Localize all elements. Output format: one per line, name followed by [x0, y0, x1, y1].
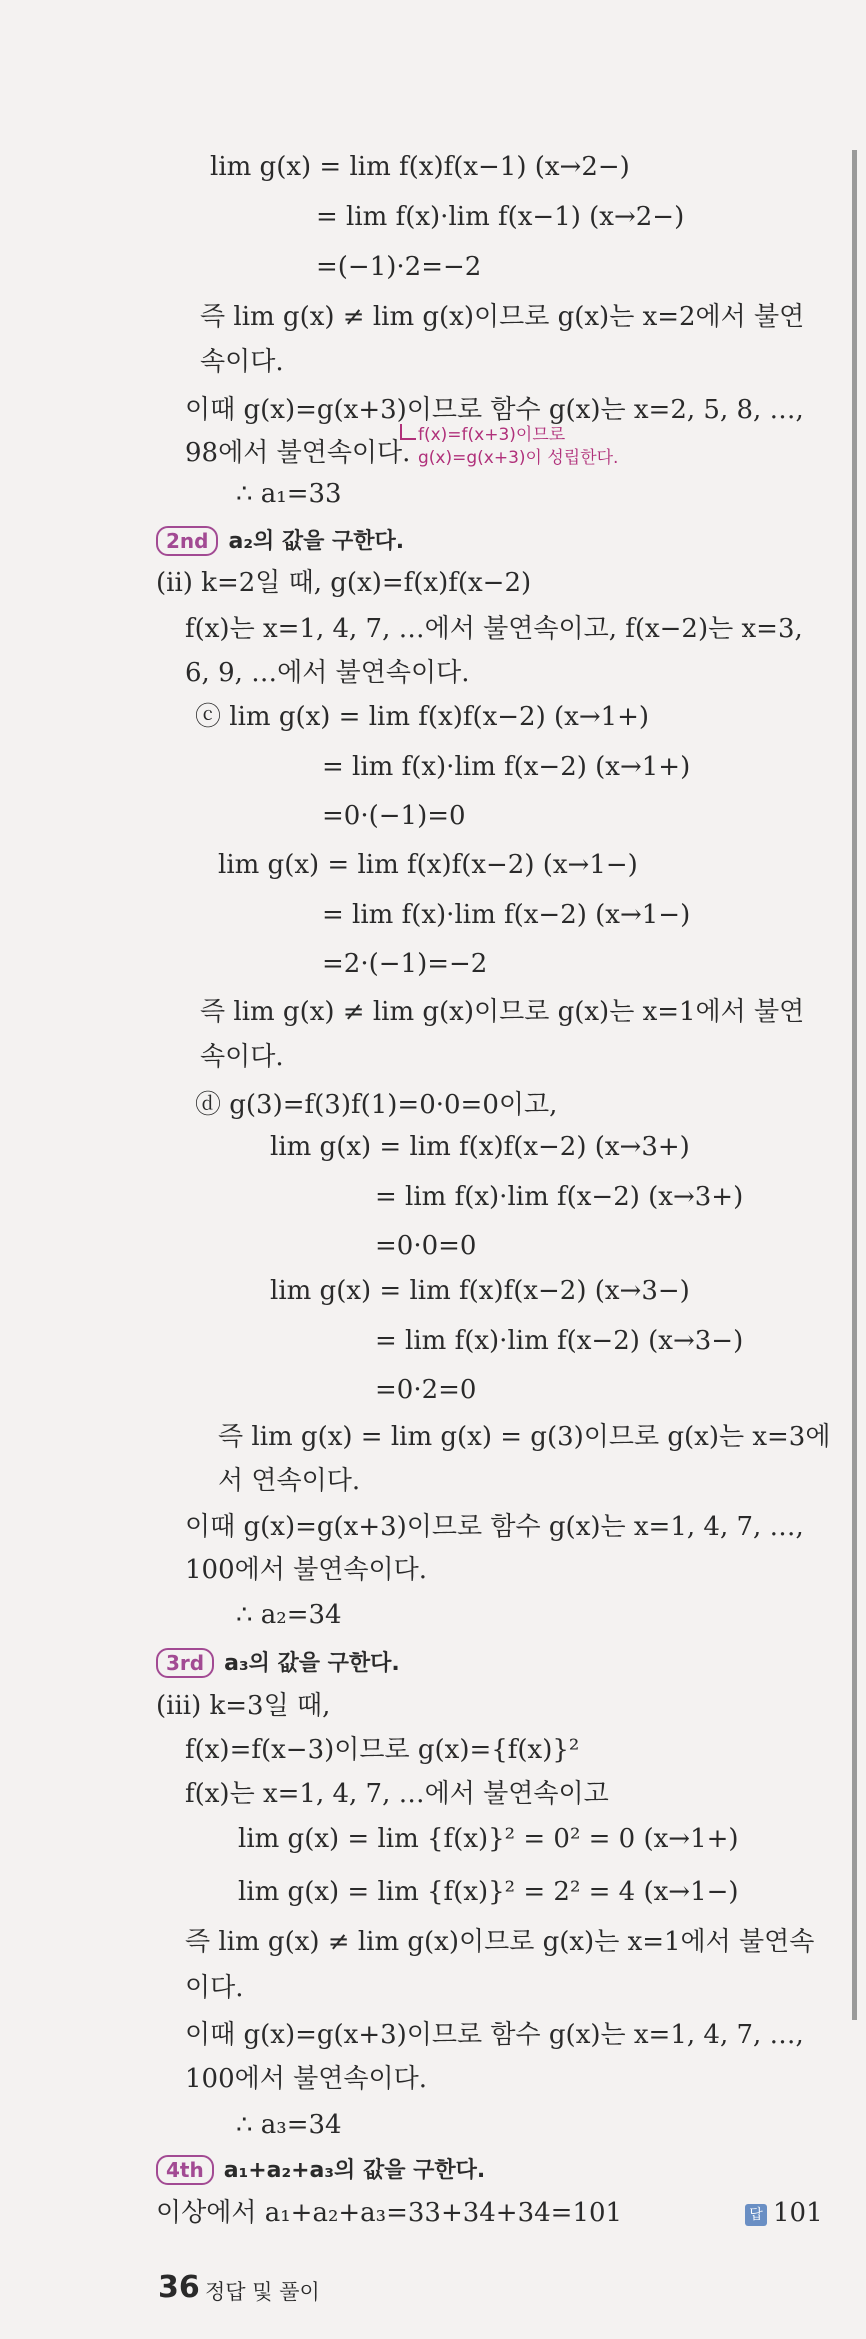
eq-line: ⓓ g(3)=f(3)f(1)=0·0=0이고, — [195, 1090, 558, 1120]
result-line: ∴ a₁=33 — [236, 479, 342, 509]
eq-line: = lim f(x)·lim f(x−2) (x→1−) — [322, 900, 691, 930]
result-line: ∴ a₂=34 — [236, 1600, 342, 1630]
text-line: 98에서 불연속이다. — [185, 438, 411, 468]
eq-line: = lim f(x)·lim f(x−2) (x→1+) — [322, 752, 691, 782]
eq-line: =0·2=0 — [375, 1375, 477, 1405]
eq-line: =0·0=0 — [375, 1231, 477, 1261]
text-line: f(x)=f(x−3)이므로 g(x)={f(x)}² — [185, 1735, 580, 1765]
eq-line: =0·(−1)=0 — [322, 801, 466, 831]
step-badge: 4th — [156, 2155, 214, 2185]
text-line: f(x)는 x=1, 4, 7, …에서 불연속이고, f(x−2)는 x=3, — [185, 614, 803, 644]
step-title: a₂의 값을 구한다. — [228, 529, 405, 554]
text-line: 서 연속이다. — [218, 1466, 361, 1496]
eq-line: =(−1)·2=−2 — [316, 252, 482, 282]
text-line: 즉 lim g(x) ≠ lim g(x)이므로 g(x)는 x=1에서 불연속 — [185, 1927, 815, 1957]
eq-line: lim g(x) = lim {f(x)}² = 0² = 0 (x→1+) — [238, 1824, 739, 1854]
eq-line: lim g(x) = lim {f(x)}² = 2² = 4 (x→1−) — [238, 1877, 739, 1907]
answer-icon: 답 — [745, 2204, 767, 2226]
case-line: (iii) k=3일 때, — [156, 1691, 331, 1721]
margin-rule — [852, 150, 857, 2020]
step-title: a₃의 값을 구한다. — [224, 1651, 400, 1676]
text-line: 이다. — [185, 1973, 244, 2003]
page-section-title: 정답 및 풀이 — [205, 2280, 320, 2304]
text-line: 100에서 불연속이다. — [185, 2064, 427, 2094]
note-bracket — [400, 424, 416, 440]
eq-line: lim g(x) = lim f(x)f(x−2) (x→3+) — [270, 1132, 690, 1162]
case-line: (ii) k=2일 때, g(x)=f(x)f(x−2) — [156, 568, 532, 598]
text-line: 100에서 불연속이다. — [185, 1555, 427, 1585]
step-title: a₁+a₂+a₃의 값을 구한다. — [223, 2158, 486, 2183]
eq-line: lim g(x) = lim f(x)f(x−2) (x→3−) — [270, 1276, 690, 1306]
side-note: g(x)=g(x+3)이 성립한다. — [418, 448, 619, 468]
eq-line: =2·(−1)=−2 — [322, 949, 488, 979]
result-line: ∴ a₃=34 — [236, 2110, 342, 2140]
text-line: 속이다. — [200, 347, 284, 377]
text-line: 즉 lim g(x) ≠ lim g(x)이므로 g(x)는 x=1에서 불연 — [200, 997, 805, 1027]
step-header — [156, 2152, 485, 2188]
text-line: 즉 lim g(x) ≠ lim g(x)이므로 g(x)는 x=2에서 불연 — [200, 302, 805, 332]
eq-line: = lim f(x)·lim f(x−1) (x→2−) — [316, 202, 685, 232]
eq-line: lim g(x) = lim f(x)f(x−2) (x→1−) — [218, 850, 638, 880]
text-line: 이때 g(x)=g(x+3)이므로 함수 g(x)는 x=2, 5, 8, …, — [185, 395, 804, 425]
page-number: 36 — [158, 2270, 200, 2305]
step-badge: 3rd — [156, 1648, 214, 1678]
side-note: f(x)=f(x+3)이므로 — [418, 425, 566, 445]
step-header — [156, 1645, 400, 1681]
text-line: 이때 g(x)=g(x+3)이므로 함수 g(x)는 x=1, 4, 7, …, — [185, 1512, 804, 1542]
eq-line: lim g(x) = lim f(x)f(x−1) (x→2−) — [210, 152, 630, 182]
eq-line: = lim f(x)·lim f(x−2) (x→3−) — [375, 1326, 744, 1356]
text-line: 속이다. — [200, 1042, 284, 1072]
step-badge: 2nd — [156, 526, 218, 556]
text-line: 이때 g(x)=g(x+3)이므로 함수 g(x)는 x=1, 4, 7, …, — [185, 2020, 804, 2050]
eq-line: = lim f(x)·lim f(x−2) (x→3+) — [375, 1182, 744, 1212]
text-line: 즉 lim g(x) = lim g(x) = g(3)이므로 g(x)는 x=3에 — [218, 1422, 831, 1452]
answer-value: 101 — [773, 2198, 823, 2228]
answer-box — [745, 2196, 823, 2230]
eq-line: ⓒ lim g(x) = lim f(x)f(x−2) (x→1+) — [195, 702, 650, 732]
summary-line: 이상에서 a₁+a₂+a₃=33+34+34=101 — [156, 2198, 623, 2228]
text-line: f(x)는 x=1, 4, 7, …에서 불연속이고 — [185, 1779, 609, 1809]
step-header — [156, 523, 404, 559]
text-line: 6, 9, …에서 불연속이다. — [185, 658, 470, 688]
